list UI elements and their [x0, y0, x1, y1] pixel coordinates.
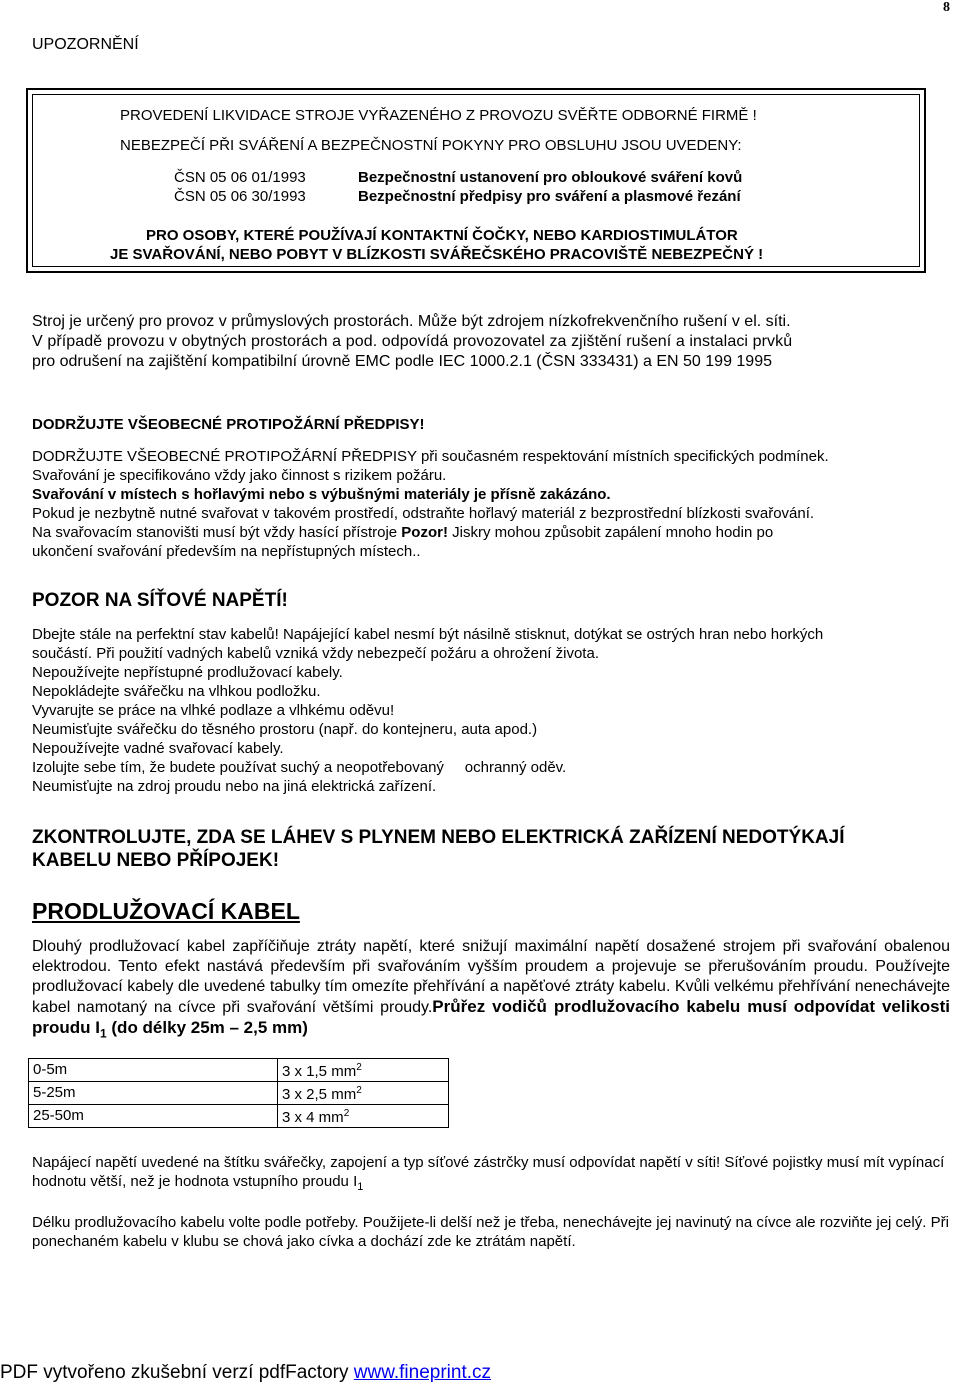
voltage-line-7: Nepoužívejte vadné svařovací kabely. — [32, 740, 284, 757]
section-sup: 2 — [356, 1085, 362, 1096]
table-cell-section — [278, 1082, 449, 1105]
emc-line-1: Stroj je určený pro provoz v průmyslových prostorách. Může být zdrojem nízkofrekvenčního rušení v el. síti. — [32, 313, 791, 330]
voltage-line-9: Neumisťujte na zdroj proudu nebo na jiná elektrická zařízení. — [32, 778, 437, 795]
emc-paragraph — [32, 312, 952, 372]
table-cell-section — [278, 1059, 449, 1082]
section-sup: 2 — [343, 1108, 350, 1119]
fire-line-5c: Jiskry mohou způsobit zapálení mnoho hodin po — [447, 524, 774, 541]
supply-voltage-paragraph — [32, 1153, 952, 1197]
current-subscript: 1 — [99, 1026, 107, 1041]
table-cell-length: 0-5m — [29, 1059, 278, 1082]
pozor-label: Pozor! — [401, 524, 448, 541]
voltage-line-8: Izolujte sebe tím, že budete používat suchý a neopotřebovaný ochranný oděv. — [32, 759, 567, 776]
section-value: 3 x 4 mm — [282, 1109, 344, 1126]
extension-text: Dlouhý prodlužovací kabel zapříčiňuje ztráty napětí, které snižují maximální napětí dosažené strojem při svařování obalenou elektrodou. Tento efekt nastává především při svařováním vyšším proudem a projevuje se přerušováním proudu. Používejte prodlužovací kabely dle uvedené tabulky tím omezíte přehřívání a napěťové ztráty kabelu. Kvůli velkému přehřívání nenechávejte kabel namotaný na cívce při svařování většími proudy. — [32, 938, 950, 1016]
section-value: 3 x 1,5 mm — [282, 1063, 357, 1080]
fire-line-6: ukončení svařování především na nepřístupných místech.. — [32, 543, 421, 560]
standard-code-2: ČSN 05 06 30/1993 — [174, 188, 306, 205]
table-row — [29, 1059, 449, 1082]
section-value: 3 x 2,5 mm — [282, 1086, 357, 1103]
cable-length-paragraph: Délku prodlužovacího kabelu volte podle potřeby. Použijete-li delší než je třeba, nenechávejte jej navinutý na cívce ale rozviňte jej celý. Při ponechaném kabelu v klubu se chová jako cívka a dochází zde ke ztrátám napětí. — [32, 1214, 949, 1250]
fire-paragraph — [32, 447, 957, 561]
table-cell-length: 5-25m — [29, 1082, 278, 1105]
welding-hazard-line: NEBEZPEČÍ PŘI SVÁŘENÍ A BEZPEČNOSTNÍ POKYNY PRO OBSLUHU JSOU UVEDENY: — [120, 137, 742, 154]
pacemaker-warning-1: PRO OSOBY, KTERÉ POUŽÍVAJÍ KONTAKTNÍ ČOČKY, NEBO KARDIOSTIMULÁTOR — [146, 227, 738, 244]
extension-paragraph-1 — [32, 937, 950, 1043]
standard-desc-1: Bezpečnostní ustanovení pro obloukové sváření kovů — [358, 169, 743, 186]
supply-voltage-text: Napájecí napětí uvedené na štítku svářečky, zapojení a typ síťové zástrčky musí odpovídat napětí v síti! Síťové pojistky musí mít vypínací hodnotu větší, než je hodnota vstupního proudu I — [32, 1154, 945, 1190]
section-sup: 2 — [356, 1062, 362, 1073]
voltage-paragraph — [32, 625, 952, 796]
pacemaker-warning-2: JE SVAŘOVÁNÍ, NEBO POBYT V BLÍZKOSTI SVÁŘEČSKÉHO PRACOVIŠTĚ NEBEZPEČNÝ ! — [110, 246, 764, 263]
voltage-line-3: Nepoužívejte nepřístupné prodlužovací kabely. — [32, 664, 343, 681]
fire-line-5a: Na svařovacím stanovišti musí být vždy hasící přístroje — [32, 524, 402, 541]
fire-line-1: DODRŽUJTE VŠEOBECNÉ PROTIPOŽÁRNÍ PŘEDPISY při současném respektování místních specifických podmínek. — [32, 448, 829, 465]
cable-section-table — [28, 1058, 449, 1128]
voltage-line-2: součástí. Při použití vadných kabelů vzniká vždy nebezpečí požáru a ohrožení života. — [32, 645, 599, 662]
voltage-line-5: Vyvarujte se práce na vlhké podlaze a vlhkému oděvu! — [32, 702, 395, 719]
gas-warning — [32, 826, 952, 872]
footer-text: PDF vytvořeno zkušební verzí pdfFactory — [0, 1362, 354, 1383]
voltage-line-4: Nepokládejte svářečku na vlhkou podložku. — [32, 683, 321, 700]
standard-desc-2: Bezpečnostní předpisy pro sváření a plasmové řezání — [358, 188, 741, 205]
table-row — [29, 1105, 449, 1128]
extension-cable-heading: PRODLUŽOVACÍ KABEL — [32, 898, 300, 924]
fire-line-2: Svařování je specifikováno vždy jako činnost s rizikem požáru. — [32, 467, 447, 484]
gas-warning-line-1: ZKONTROLUJTE, ZDA SE LÁHEV S PLYNEM NEBO ELEKTRICKÁ ZAŘÍZENÍ NEDOTÝKAJÍ — [32, 827, 845, 848]
fire-line-5 — [32, 523, 957, 542]
gas-warning-line-2: KABELU NEBO PŘÍPOJEK! — [32, 850, 280, 871]
warning-box — [26, 88, 926, 273]
voltage-heading: POZOR NA SÍŤOVÉ NAPĚTÍ! — [32, 590, 288, 611]
standard-code-1: ČSN 05 06 01/1993 — [174, 169, 306, 186]
fire-heading: DODRŽUJTE VŠEOBECNÉ PROTIPOŽÁRNÍ PŘEDPISY! — [32, 416, 425, 433]
fire-line-4: Pokud je nezbytně nutné svařovat v takovém prostředí, odstraňte hořlavý materiál z bezprostřední blízkosti svařování. — [32, 505, 815, 522]
table-cell-section — [278, 1105, 449, 1128]
fineprint-link[interactable]: www.fineprint.cz — [353, 1362, 492, 1383]
emc-line-2: V případě provozu v obytných prostorách a pod. odpovídá provozovatel za zjištění rušení a instalaci prvků — [32, 333, 793, 350]
fire-line-3: Svařování v místech s hořlavými nebo s výbušnými materiály je přísně zakázáno. — [32, 486, 611, 503]
cross-section-length: (do délky 25m – 2,5 mm) — [106, 1018, 308, 1037]
page-title: UPOZORNĚNÍ — [32, 36, 139, 53]
table-cell-length: 25-50m — [29, 1105, 278, 1128]
voltage-line-1: Dbejte stále na perfektní stav kabelů! Napájející kabel nesmí být násilně stisknut, dotýkat se ostrých hran nebo horkých — [32, 626, 824, 643]
disposal-warning: PROVEDENÍ LIKVIDACE STROJE VYŘAZENÉHO Z PROVOZU SVĚŘTE ODBORNÉ FIRMĚ ! — [120, 107, 757, 124]
page-number: 8 — [943, 0, 950, 15]
cross-section-text: Průřez vodičů prodlužovacího kabelu musí odpovídat velikosti proudu I — [32, 997, 950, 1037]
voltage-line-6: Neumisťujte svářečku do těsného prostoru (např. do kontejneru, auta apod.) — [32, 721, 538, 738]
emc-line-3: pro odrušení na zajištění kompatibilní úrovně EMC podle IEC 1000.2.1 (ČSN 333431) a EN 50 199 1995 — [32, 353, 772, 370]
table-row — [29, 1082, 449, 1105]
input-current-subscript: 1 — [357, 1181, 364, 1193]
pdf-footer — [0, 1362, 491, 1384]
